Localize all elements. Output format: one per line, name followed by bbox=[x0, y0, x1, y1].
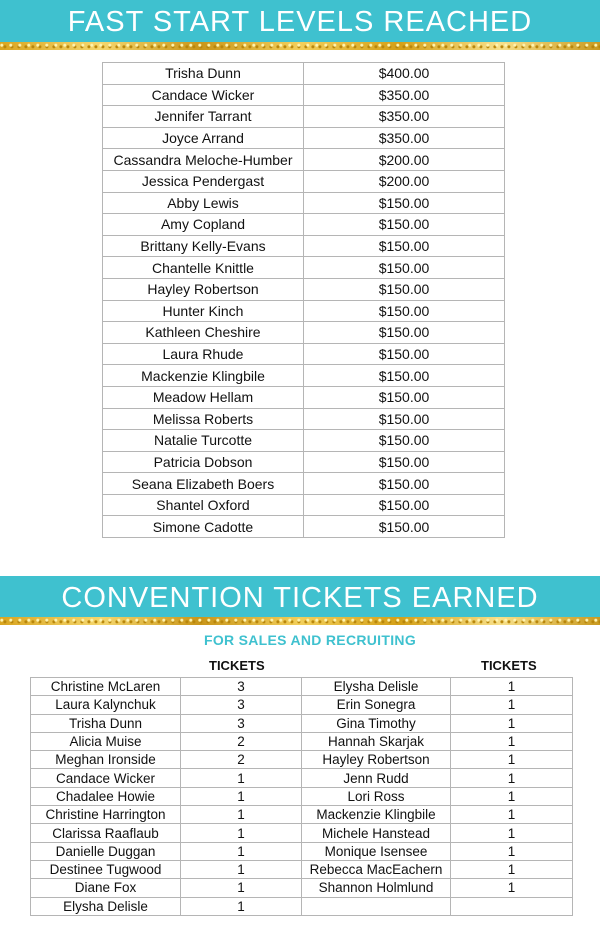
table-row bbox=[31, 751, 573, 769]
table-row bbox=[103, 278, 505, 300]
consultant-name: Cassandra Meloche-Humber bbox=[103, 149, 304, 171]
table-row bbox=[103, 235, 505, 257]
consultant-name: Candace Wicker bbox=[31, 769, 181, 787]
ticket-count: 1 bbox=[451, 824, 573, 842]
table-row bbox=[103, 192, 505, 214]
table-row bbox=[103, 322, 505, 344]
consultant-name: Mackenzie Klingbile bbox=[302, 806, 451, 824]
table-row bbox=[103, 473, 505, 495]
tickets-header-right: TICKETS bbox=[481, 658, 537, 673]
table-row bbox=[103, 365, 505, 387]
table-row bbox=[31, 879, 573, 897]
table-row bbox=[103, 408, 505, 430]
table-row bbox=[31, 732, 573, 750]
fast-start-amount: $150.00 bbox=[304, 430, 505, 452]
ticket-count: 3 bbox=[181, 696, 302, 714]
consultant-name: Gina Timothy bbox=[302, 714, 451, 732]
fast-start-amount: $200.00 bbox=[304, 149, 505, 171]
consultant-name: Simone Cadotte bbox=[103, 516, 304, 538]
consultant-name: Kathleen Cheshire bbox=[103, 322, 304, 344]
fast-start-amount: $350.00 bbox=[304, 106, 505, 128]
ticket-count: 1 bbox=[181, 769, 302, 787]
ticket-count: 2 bbox=[181, 732, 302, 750]
consultant-name: Patricia Dobson bbox=[103, 451, 304, 473]
ticket-count: 1 bbox=[451, 751, 573, 769]
ticket-count: 1 bbox=[181, 842, 302, 860]
consultant-name: Elysha Delisle bbox=[31, 897, 181, 915]
consultant-name: Melissa Roberts bbox=[103, 408, 304, 430]
ticket-count: 1 bbox=[181, 787, 302, 805]
table-row bbox=[103, 84, 505, 106]
fast-start-banner bbox=[0, 0, 600, 42]
consultant-name: Clarissa Raaflaub bbox=[31, 824, 181, 842]
table-row bbox=[103, 300, 505, 322]
consultant-name: Diane Fox bbox=[31, 879, 181, 897]
convention-title: CONVENTION TICKETS EARNED bbox=[61, 582, 539, 614]
table-row bbox=[103, 214, 505, 236]
consultant-name: Joyce Arrand bbox=[103, 127, 304, 149]
consultant-name: Laura Rhude bbox=[103, 343, 304, 365]
consultant-name: Hannah Skarjak bbox=[302, 732, 451, 750]
table-row bbox=[103, 516, 505, 538]
consultant-name: Jenn Rudd bbox=[302, 769, 451, 787]
consultant-name: Meadow Hellam bbox=[103, 386, 304, 408]
fast-start-amount: $150.00 bbox=[304, 343, 505, 365]
ticket-count: 1 bbox=[451, 769, 573, 787]
consultant-name: Jennifer Tarrant bbox=[103, 106, 304, 128]
consultant-name: Christine McLaren bbox=[31, 678, 181, 696]
fast-start-amount: $150.00 bbox=[304, 473, 505, 495]
ticket-count: 1 bbox=[181, 879, 302, 897]
ticket-count bbox=[451, 897, 573, 915]
table-row bbox=[31, 860, 573, 878]
consultant-name: Lori Ross bbox=[302, 787, 451, 805]
fast-start-table bbox=[102, 62, 505, 538]
table-row bbox=[103, 106, 505, 128]
ticket-count: 1 bbox=[451, 842, 573, 860]
fast-start-amount: $150.00 bbox=[304, 494, 505, 516]
fast-start-amount: $150.00 bbox=[304, 451, 505, 473]
ticket-count: 1 bbox=[451, 806, 573, 824]
consultant-name: Chantelle Knittle bbox=[103, 257, 304, 279]
table-row bbox=[31, 824, 573, 842]
ticket-count: 1 bbox=[451, 714, 573, 732]
convention-banner bbox=[0, 576, 600, 620]
tickets-header-left: TICKETS bbox=[209, 658, 265, 673]
consultant-name: Erin Sonegra bbox=[302, 696, 451, 714]
consultant-name: Brittany Kelly-Evans bbox=[103, 235, 304, 257]
consultant-name: Laura Kalynchuk bbox=[31, 696, 181, 714]
ticket-count: 2 bbox=[181, 751, 302, 769]
ticket-count: 1 bbox=[181, 806, 302, 824]
ticket-count: 3 bbox=[181, 678, 302, 696]
consultant-name: Amy Copland bbox=[103, 214, 304, 236]
ticket-count: 1 bbox=[451, 787, 573, 805]
table-row bbox=[31, 806, 573, 824]
consultant-name: Chadalee Howie bbox=[31, 787, 181, 805]
fast-start-amount: $150.00 bbox=[304, 214, 505, 236]
consultant-name: Candace Wicker bbox=[103, 84, 304, 106]
consultant-name: Trisha Dunn bbox=[103, 63, 304, 85]
fast-start-amount: $150.00 bbox=[304, 365, 505, 387]
ticket-count: 3 bbox=[181, 714, 302, 732]
ticket-count: 1 bbox=[451, 879, 573, 897]
consultant-name: Natalie Turcotte bbox=[103, 430, 304, 452]
consultant-name: Danielle Duggan bbox=[31, 842, 181, 860]
consultant-name: Trisha Dunn bbox=[31, 714, 181, 732]
consultant-name: Hunter Kinch bbox=[103, 300, 304, 322]
fast-start-amount: $150.00 bbox=[304, 257, 505, 279]
table-row bbox=[103, 386, 505, 408]
consultant-name: Rebecca MacEachern bbox=[302, 860, 451, 878]
consultant-name: Hayley Robertson bbox=[103, 278, 304, 300]
consultant-name: Seana Elizabeth Boers bbox=[103, 473, 304, 495]
consultant-name: Christine Harrington bbox=[31, 806, 181, 824]
fast-start-amount: $400.00 bbox=[304, 63, 505, 85]
fast-start-amount: $350.00 bbox=[304, 84, 505, 106]
table-row bbox=[103, 170, 505, 192]
table-row bbox=[31, 678, 573, 696]
table-row bbox=[103, 430, 505, 452]
fast-start-amount: $200.00 bbox=[304, 170, 505, 192]
convention-tickets-table bbox=[30, 677, 573, 916]
table-row bbox=[31, 696, 573, 714]
consultant-name: Michele Hanstead bbox=[302, 824, 451, 842]
ticket-count: 1 bbox=[451, 678, 573, 696]
convention-subtitle: FOR SALES AND RECRUITING bbox=[203, 632, 417, 648]
gold-glitter-divider bbox=[0, 617, 600, 625]
table-row bbox=[31, 714, 573, 732]
ticket-count: 1 bbox=[451, 860, 573, 878]
table-row bbox=[103, 63, 505, 85]
table-row bbox=[103, 127, 505, 149]
fast-start-amount: $350.00 bbox=[304, 127, 505, 149]
consultant-name: Shantel Oxford bbox=[103, 494, 304, 516]
consultant-name: Hayley Robertson bbox=[302, 751, 451, 769]
ticket-count: 1 bbox=[451, 696, 573, 714]
ticket-count: 1 bbox=[181, 860, 302, 878]
fast-start-amount: $150.00 bbox=[304, 192, 505, 214]
consultant-name bbox=[302, 897, 451, 915]
table-row bbox=[31, 842, 573, 860]
fast-start-title: FAST START LEVELS REACHED bbox=[67, 6, 533, 38]
ticket-count: 1 bbox=[181, 824, 302, 842]
table-row bbox=[103, 494, 505, 516]
table-row bbox=[31, 769, 573, 787]
consultant-name: Shannon Holmlund bbox=[302, 879, 451, 897]
ticket-count: 1 bbox=[451, 732, 573, 750]
fast-start-amount: $150.00 bbox=[304, 278, 505, 300]
fast-start-amount: $150.00 bbox=[304, 235, 505, 257]
table-row bbox=[103, 343, 505, 365]
consultant-name: Jessica Pendergast bbox=[103, 170, 304, 192]
table-row bbox=[103, 451, 505, 473]
fast-start-amount: $150.00 bbox=[304, 386, 505, 408]
table-row bbox=[31, 897, 573, 915]
fast-start-amount: $150.00 bbox=[304, 408, 505, 430]
consultant-name: Mackenzie Klingbile bbox=[103, 365, 304, 387]
consultant-name: Elysha Delisle bbox=[302, 678, 451, 696]
table-row bbox=[103, 257, 505, 279]
fast-start-amount: $150.00 bbox=[304, 322, 505, 344]
gold-glitter-divider bbox=[0, 42, 600, 50]
consultant-name: Meghan Ironside bbox=[31, 751, 181, 769]
table-row bbox=[31, 787, 573, 805]
fast-start-amount: $150.00 bbox=[304, 300, 505, 322]
table-row bbox=[103, 149, 505, 171]
consultant-name: Alicia Muise bbox=[31, 732, 181, 750]
consultant-name: Destinee Tugwood bbox=[31, 860, 181, 878]
fast-start-amount: $150.00 bbox=[304, 516, 505, 538]
consultant-name: Abby Lewis bbox=[103, 192, 304, 214]
consultant-name: Monique Isensee bbox=[302, 842, 451, 860]
ticket-count: 1 bbox=[181, 897, 302, 915]
